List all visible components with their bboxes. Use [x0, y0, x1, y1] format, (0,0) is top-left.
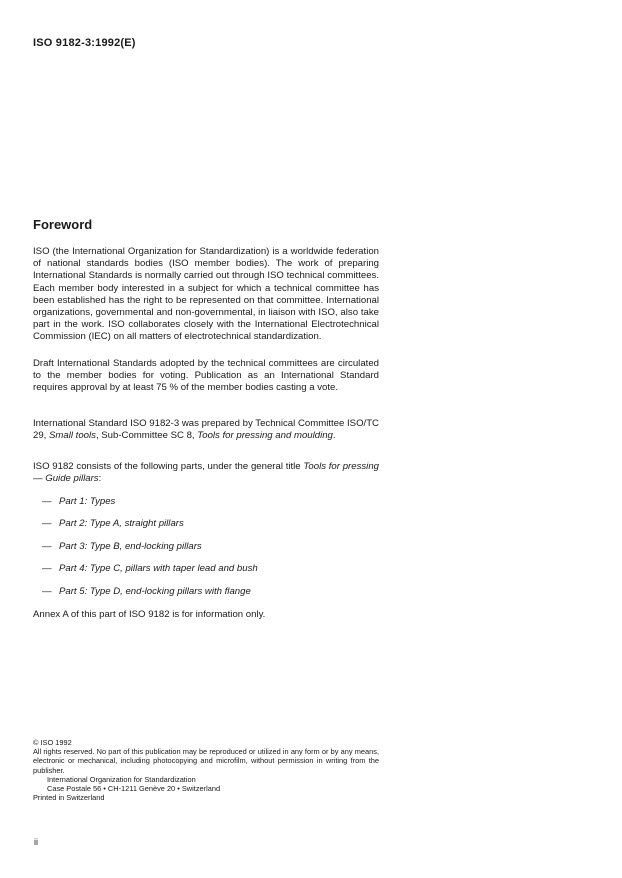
part-label: Part 2: Type A, straight pillars — [59, 518, 184, 530]
page-number: ii — [34, 837, 38, 847]
foreword-heading: Foreword — [33, 217, 93, 232]
parts-list — [42, 496, 258, 608]
part-label: Part 3: Type B, end-locking pillars — [59, 540, 202, 552]
list-dash: — — [42, 540, 52, 552]
subcommittee-title: Tools for pressing and moulding — [197, 430, 333, 442]
paragraph-3-text-c: . — [332, 430, 336, 442]
paragraph-3-text-b: , Sub-Committee SC 8, — [95, 430, 198, 442]
document-id-header: ISO 9182-3:1992(E) — [33, 37, 136, 49]
general-title: Tools for pressing — Guide pillars — [33, 461, 379, 485]
part-label: Part 4: Type C, pillars with taper lead and bush — [59, 563, 258, 575]
list-item — [42, 518, 258, 540]
paragraph-3-text-a: International Standard ISO 9182-3 was prepared by Technical Committee ISO/TC 29, — [33, 418, 379, 442]
list-item — [42, 541, 258, 563]
foreword-paragraph-1: ISO (the International Organization for Standardization) is a worldwide federation of national standards bodies (ISO member bodies). The work of preparing International Standards is normally carried out through ISO technical committees. Each member body interested in a subject for which a technical committee has been established has the right to be represented on that committee. International organizations, governmental and non-governmental, in liaison with ISO, also take part in the work. ISO collaborates closely with the International Electrotechnical Commission (IEC) on all matters of electrotechnical standardization. — [33, 246, 379, 343]
part-label: Part 1: Types — [59, 496, 116, 507]
annex-note: Annex A of this part of ISO 9182 is for information only. — [33, 609, 266, 620]
list-dash: — — [42, 585, 52, 597]
list-item — [42, 563, 258, 585]
list-dash: — — [42, 518, 52, 530]
part-label: Part 5: Type D, end-locking pillars with flange — [59, 585, 251, 597]
list-dash: — — [42, 496, 52, 507]
organization-address: Case Postale 56 • CH-1211 Genève 20 • Switzerland — [47, 784, 221, 794]
organization-name: International Organization for Standardization — [47, 774, 196, 784]
list-item — [42, 586, 258, 608]
copyright-block — [33, 738, 379, 802]
list-item — [42, 496, 258, 518]
copyright-line: © ISO 1992 — [33, 738, 72, 747]
paragraph-4-text-a: ISO 9182 consists of the following parts, under the general title — [33, 461, 304, 472]
paragraph-4-text-b: : — [98, 473, 102, 485]
committee-title: Small tools — [49, 430, 96, 442]
foreword-paragraph-2: Draft International Standards adopted by the technical committees are circulated to the member bodies for voting. Publication as an International Standard requires approval by at least 75 % of the member bodies casting a vote. — [33, 358, 379, 394]
list-dash: — — [42, 563, 52, 575]
rights-statement: All rights reserved. No part of this publication may be reproduced or utilized in any form or by any means, electronic or mechanical, including photocopying and microfilm, without permission in writing from the publisher. — [33, 747, 379, 775]
foreword-paragraph-3 — [33, 418, 379, 442]
printed-in: Printed in Switzerland — [33, 793, 105, 803]
foreword-paragraph-4 — [33, 461, 379, 485]
